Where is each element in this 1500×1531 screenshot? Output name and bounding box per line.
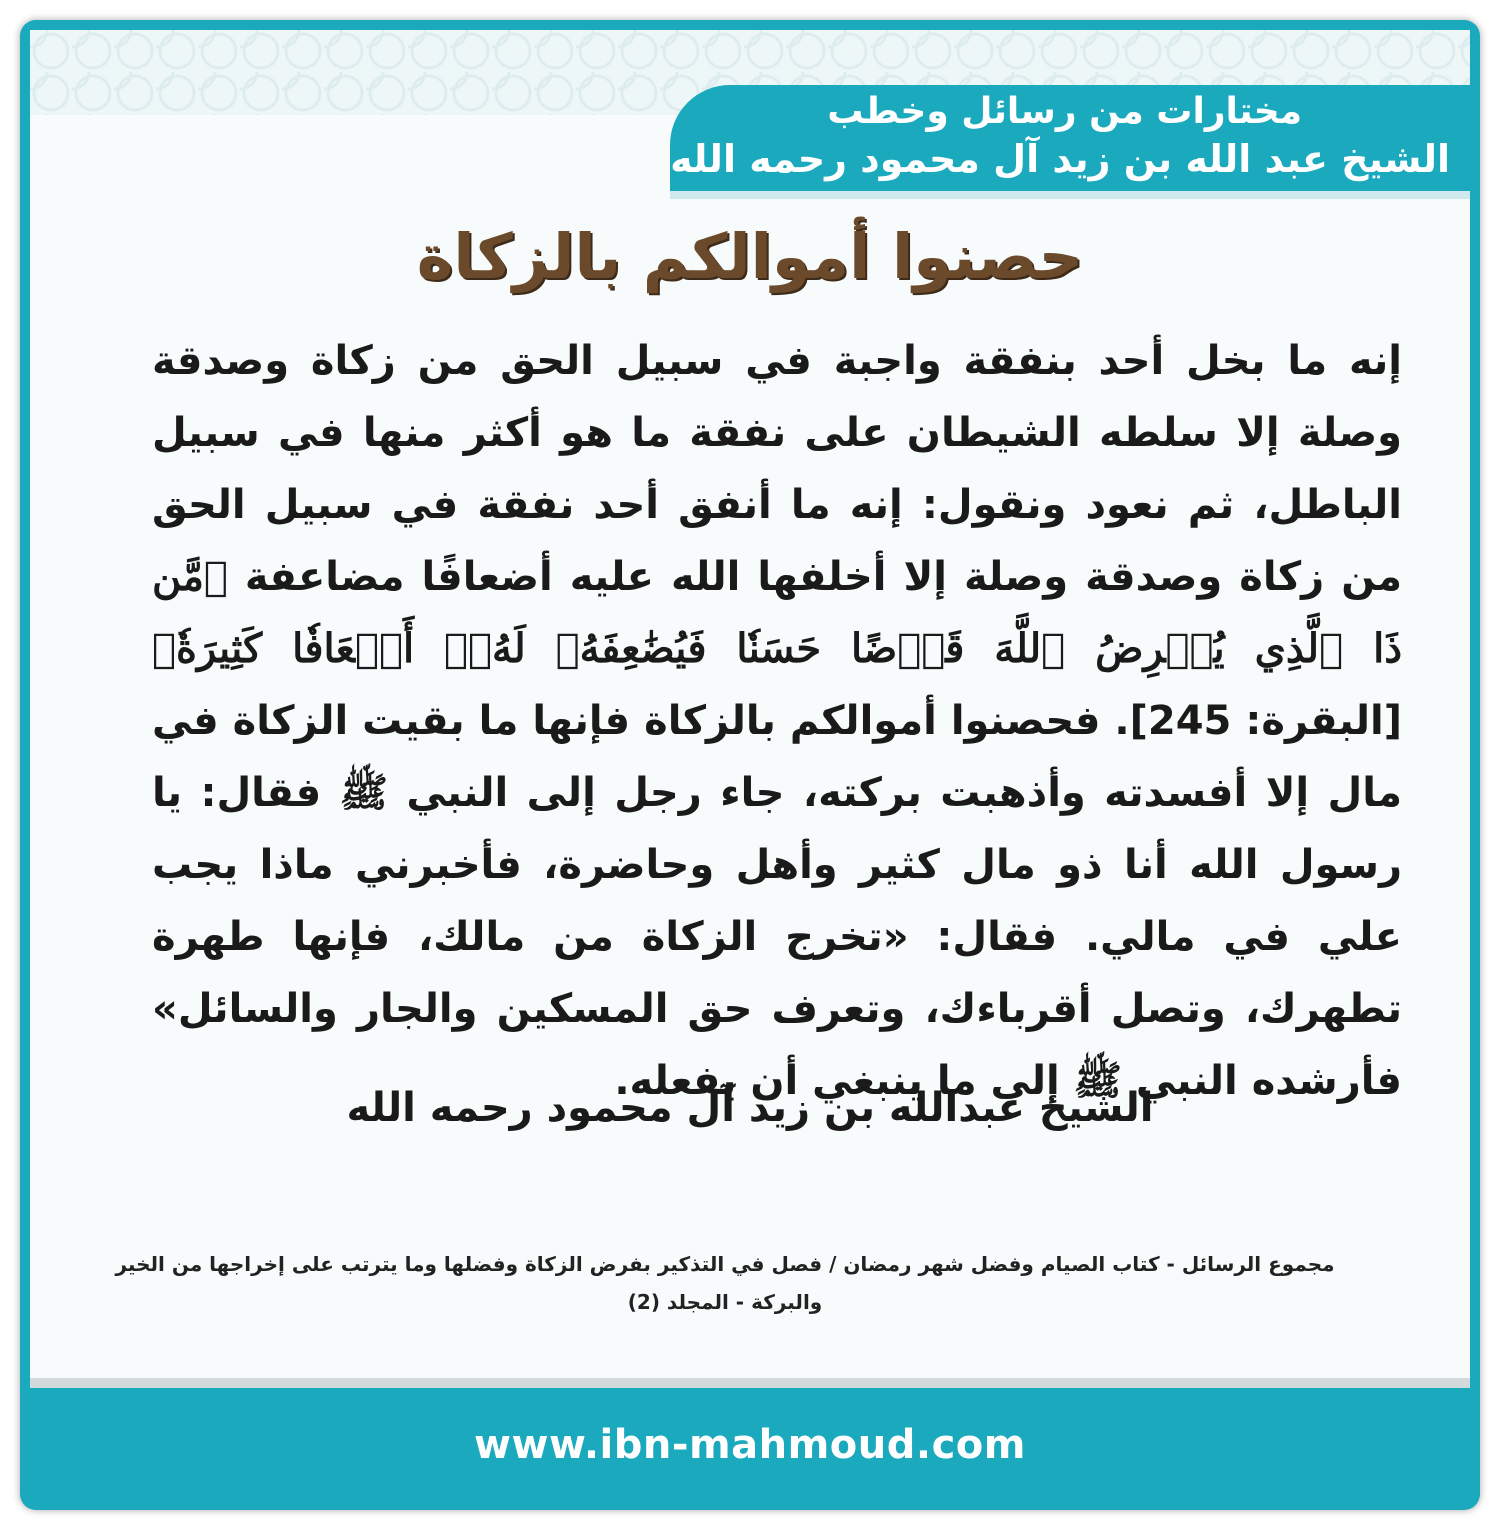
website-link[interactable]: www.ibn-mahmoud.com	[474, 1422, 1026, 1468]
content-panel	[30, 30, 1470, 1387]
article-body	[152, 325, 1402, 1117]
header-banner	[670, 85, 1470, 199]
header-line-2: الشيخ عبد الله بن زيد آل محمود رحمه الله	[670, 137, 1450, 181]
panel-divider	[30, 1378, 1470, 1388]
body-text-part-1: إنه ما بخل أحد بنفقة واجبة في سبيل الحق من زكاة وصدقة وصلة إلا سلطه الشيطان على نفقة ما هو أكثر منها في سبيل الباطل، ثم نعود ونقول: إنه ما أنفق أحد نفقة في سبيل الحق من زكاة وصدقة وصلة إلا أخلفها الله عليه أضعافًا مضاعفة	[152, 338, 1402, 600]
author-signature: الشيخ عبدالله بن زيد آل محمود رحمه الله	[346, 1085, 1154, 1131]
quran-verse: ﴿مَّن ذَا ٱلَّذِي يُقۡرِضُ ٱللَّهَ قَرۡضًا حَسَنٗا فَيُضَٰعِفَهُۥ لَهُۥٓ أَضۡعَافٗا كَثِيرَةٗ﴾	[152, 553, 1402, 672]
article-paragraph	[152, 325, 1402, 1117]
page-title: حصنوا أموالكم بالزكاة	[416, 220, 1084, 293]
header-line-1: مختارات من رسائل وخطب	[827, 91, 1302, 132]
body-text-part-2: [البقرة: 245]. فحصنوا أموالكم بالزكاة فإنها ما بقيت الزكاة في مال إلا أفسدته وأذهبت بركته، جاء رجل إلى النبي ﷺ فقال: يا رسول الله أنا ذو مال كثير وأهل وحاضرة، فأخبرني ماذا يجب علي في مالي. فقال: «تخرج الزكاة من مالك، فإنها طهرة تطهرك، وتصل أقرباءك، وتعرف حق المسكين والجار والسائل» فأرشده النبي ﷺ إلى ما ينبغي أن يفعله.	[152, 698, 1402, 1104]
source-reference: مجموع الرسائل - كتاب الصيام وفضل شهر رمضان / فصل في التذكير بفرض الزكاة وفضلها وما يترتب على إخراجها من الخير والبركة - المجلد (2)	[115, 1252, 1335, 1314]
